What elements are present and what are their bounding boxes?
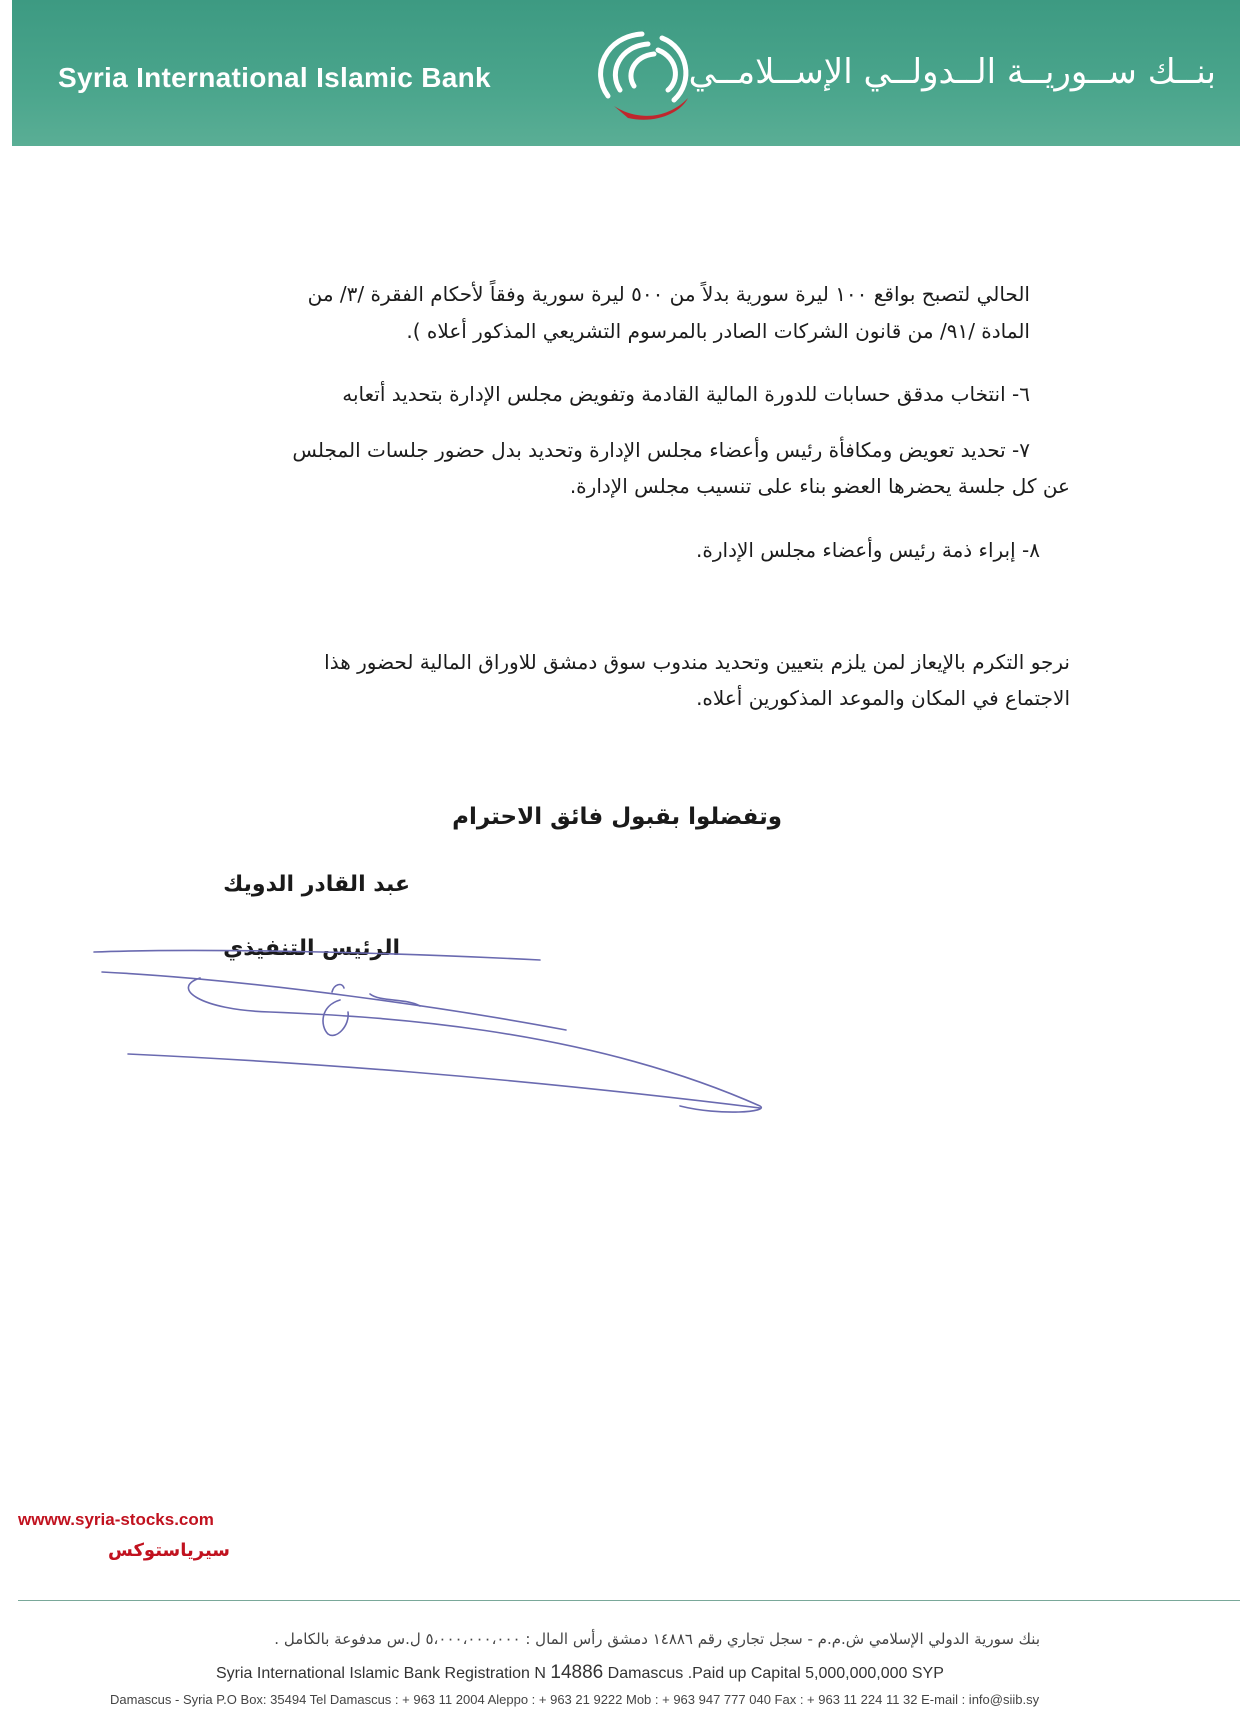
footer-registration xyxy=(216,1662,944,1684)
bank-logo-icon xyxy=(584,26,704,126)
bank-name-arabic: بنــك ســوريــة الــدولــي الإســلامــي xyxy=(688,52,1216,92)
footer-registration-number: 14886 xyxy=(550,1662,604,1683)
request-line-2: الاجتماع في المكان والموعد المذكورين أعلاه. xyxy=(696,686,1070,710)
footer-arabic-info: بنك سورية الدولي الإسلامي ش.م.م - سجل تجاري رقم ١٤٨٨٦ دمشق رأس المال : ٥،٠٠٠،٠٠٠،٠٠٠ ل.س مدفوعة بالكامل . xyxy=(274,1630,1040,1648)
handwritten-signature-icon xyxy=(80,930,780,1130)
footer-contact-info: Damascus - Syria P.O Box: 35494 Tel Damascus : + 963 11 2004 Aleppo : + 963 21 9222 Mob : + 963 947 777 040 Fax : + 963 11 224 11 32 E-mail : info@siib.sy xyxy=(110,1692,1040,1707)
signatory-name: عبد القادر الدويك xyxy=(223,872,410,897)
request-line-1: نرجو التكرم بالإيعاز لمن يلزم بتعيين وتحديد مندوب سوق دمشق للاوراق المالية لحضور هذا xyxy=(324,650,1070,674)
footer-registration-prefix: Syria International Islamic Bank Registration N xyxy=(216,1665,551,1682)
agenda-item-8: ٨- إبراء ذمة رئيس وأعضاء مجلس الإدارة. xyxy=(696,538,1040,562)
closing-greeting: وتفضلوا بقبول فائق الاحترام xyxy=(452,804,782,830)
signatory-title: الرئيس التنفيذي xyxy=(223,936,400,961)
agenda-item-7-line-1: ٧- تحديد تعويض ومكافأة رئيس وأعضاء مجلس الإدارة وتحديد بدل حضور جلسات المجلس xyxy=(292,438,1030,462)
watermark-name-arabic: سيرياستوكس xyxy=(108,1540,231,1561)
agenda-item-7-line-2: عن كل جلسة يحضرها العضو بناء على تنسيب مجلس الإدارة. xyxy=(569,474,1070,498)
letterhead-banner xyxy=(12,0,1240,146)
agenda-item-6: ٦- انتخاب مدقق حسابات للدورة المالية القادمة وتفويض مجلس الإدارة بتحديد أتعابه xyxy=(342,382,1030,406)
footer-divider xyxy=(18,1600,1240,1601)
body-line-2: المادة /٩١/ من قانون الشركات الصادر بالمرسوم التشريعي المذكور أعلاه ). xyxy=(406,319,1030,343)
bank-name-english: Syria International Islamic Bank xyxy=(58,62,491,93)
body-line-1: الحالي لتصبح بواقع ١٠٠ ليرة سورية بدلاً من ٥٠٠ ليرة سورية وفقاً لأحكام الفقرة /٣/ من xyxy=(307,282,1030,306)
footer-registration-suffix: Damascus .Paid up Capital 5,000,000,000 SYP xyxy=(603,1665,944,1682)
watermark-url: wwww.syria-stocks.com xyxy=(18,1510,214,1529)
